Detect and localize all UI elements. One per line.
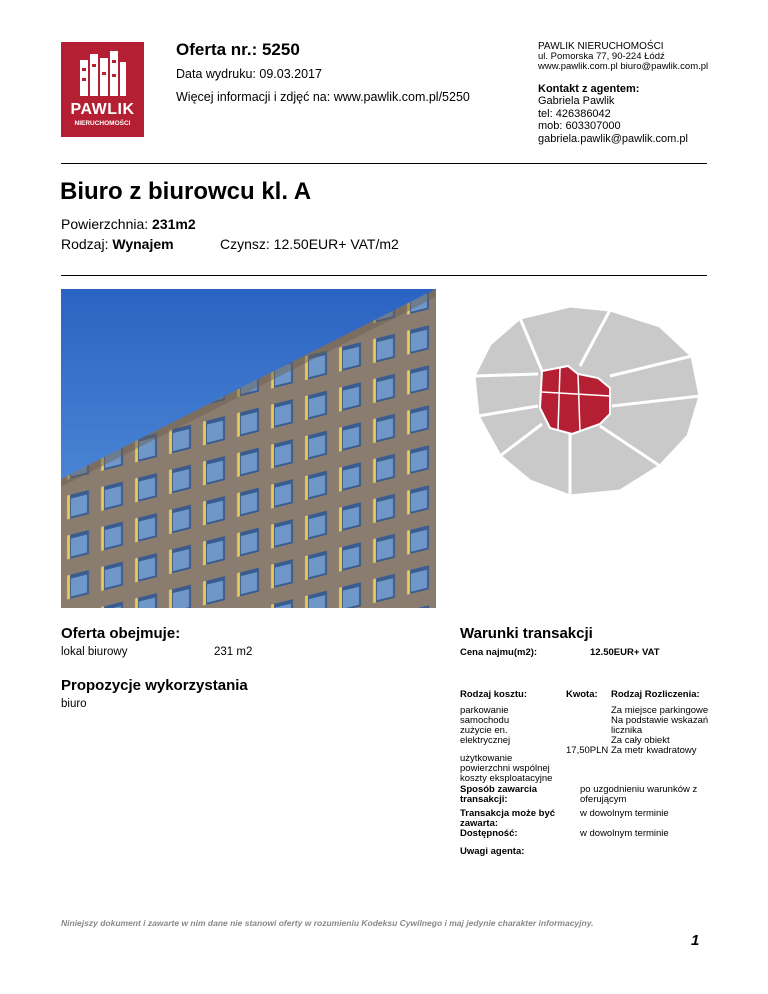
usage-item: biuro	[61, 698, 87, 710]
cost-settlements	[611, 706, 711, 746]
area-value: 231m2	[152, 216, 196, 232]
agent-name: Gabriela Pawlik	[538, 95, 615, 108]
type-value: Wynajem	[112, 236, 174, 252]
method-label: Sposób zawarcia transakcji:	[460, 784, 538, 805]
offer-item-value: 231 m2	[214, 646, 253, 658]
cost-amount: 17,50PLN	[566, 745, 609, 756]
cost-settlement: Za miejsce parkingowe	[611, 705, 709, 716]
agency-info	[538, 42, 708, 72]
agency-web-email[interactable]: www.pawlik.com.pl biuro@pawlik.com.pl	[538, 61, 709, 72]
price-label: Cena najmu(m2):	[460, 647, 538, 658]
agent-tel[interactable]: tel: 426386042	[538, 107, 611, 120]
agent-email[interactable]: gabriela.pawlik@pawlik.com.pl	[538, 132, 688, 145]
area-label: Powierzchnia:	[61, 216, 153, 232]
listing-rent: Czynsz: 12.50EUR+ VAT/m2	[220, 236, 399, 252]
agency-address: ul. Pomorska 77, 90-224 Łódź	[538, 51, 665, 62]
type-label: Rodzaj:	[61, 236, 113, 252]
offer-includes-heading: Oferta obejmuje:	[61, 625, 181, 642]
offer-item: lokal biurowy	[61, 646, 128, 658]
availability-value: w dowolnym terminie	[580, 828, 669, 839]
price-value: 12.50EUR+ VAT	[590, 647, 660, 658]
cost-settlement: Za metr kwadratowy	[611, 745, 697, 756]
agent-mob[interactable]: mob: 603307000	[538, 120, 621, 133]
listing-title: Biuro z biurowcu kl. A	[60, 178, 312, 205]
terms-heading: Warunki transakcji	[460, 625, 593, 642]
divider-top	[61, 163, 707, 164]
listing-area	[61, 216, 196, 232]
property-photo	[61, 289, 436, 608]
listing-type	[61, 236, 174, 252]
availability-label: Dostępność:	[460, 828, 518, 839]
more-info-link[interactable]: Więcej informacji i zdjęć na: www.pawlik.com.pl/5250	[176, 90, 470, 104]
cost-type: użytkowanie powierzchni wspólnej	[460, 753, 550, 774]
method-value: po uzgodnieniu warunków z oferującym	[580, 784, 698, 805]
usage-heading: Propozycje wykorzystania	[61, 677, 248, 694]
company-logo	[61, 42, 144, 137]
agent-contact	[538, 83, 688, 145]
divider-mid	[61, 275, 707, 276]
cost-type: koszty eksploatacyjne	[460, 773, 553, 784]
contact-header: Kontakt z agentem:	[538, 83, 640, 95]
location-map	[460, 296, 706, 504]
when-value: w dowolnym terminie	[580, 808, 669, 819]
cost-header-amount: Kwota:	[566, 689, 598, 700]
cost-header-settlement: Rodzaj Rozliczenia:	[611, 689, 700, 700]
agent-notes-label: Uwagi agenta:	[460, 846, 525, 857]
logo-wordmark: PAWLIK	[70, 101, 135, 118]
offer-number: Oferta nr.: 5250	[176, 40, 300, 59]
legal-disclaimer: Niniejszy dokument i zawarte w nim dane nie stanowi oferty w rozumieniu Kodeksu Cywilnego i maj jedynie charakter informacyjny.	[61, 918, 594, 928]
cost-settlement: Za cały obiekt	[611, 735, 670, 746]
cost-row	[460, 706, 560, 784]
page-number: 1	[691, 932, 700, 949]
print-date: Data wydruku: 09.03.2017	[176, 67, 322, 81]
agency-name: PAWLIK NIERUCHOMOŚCI	[538, 41, 664, 52]
cost-settlement: Na podstawie wskazań licznika	[611, 715, 709, 736]
when-label: Transakcja może być zawarta:	[460, 808, 556, 829]
cost-type: parkowanie samochodu	[460, 705, 510, 726]
logo-tagline: NIERUCHOMOŚCI	[74, 120, 131, 127]
cost-header-type: Rodzaj kosztu:	[460, 689, 528, 700]
cost-type: zużycie en. elektrycznej	[460, 725, 511, 746]
